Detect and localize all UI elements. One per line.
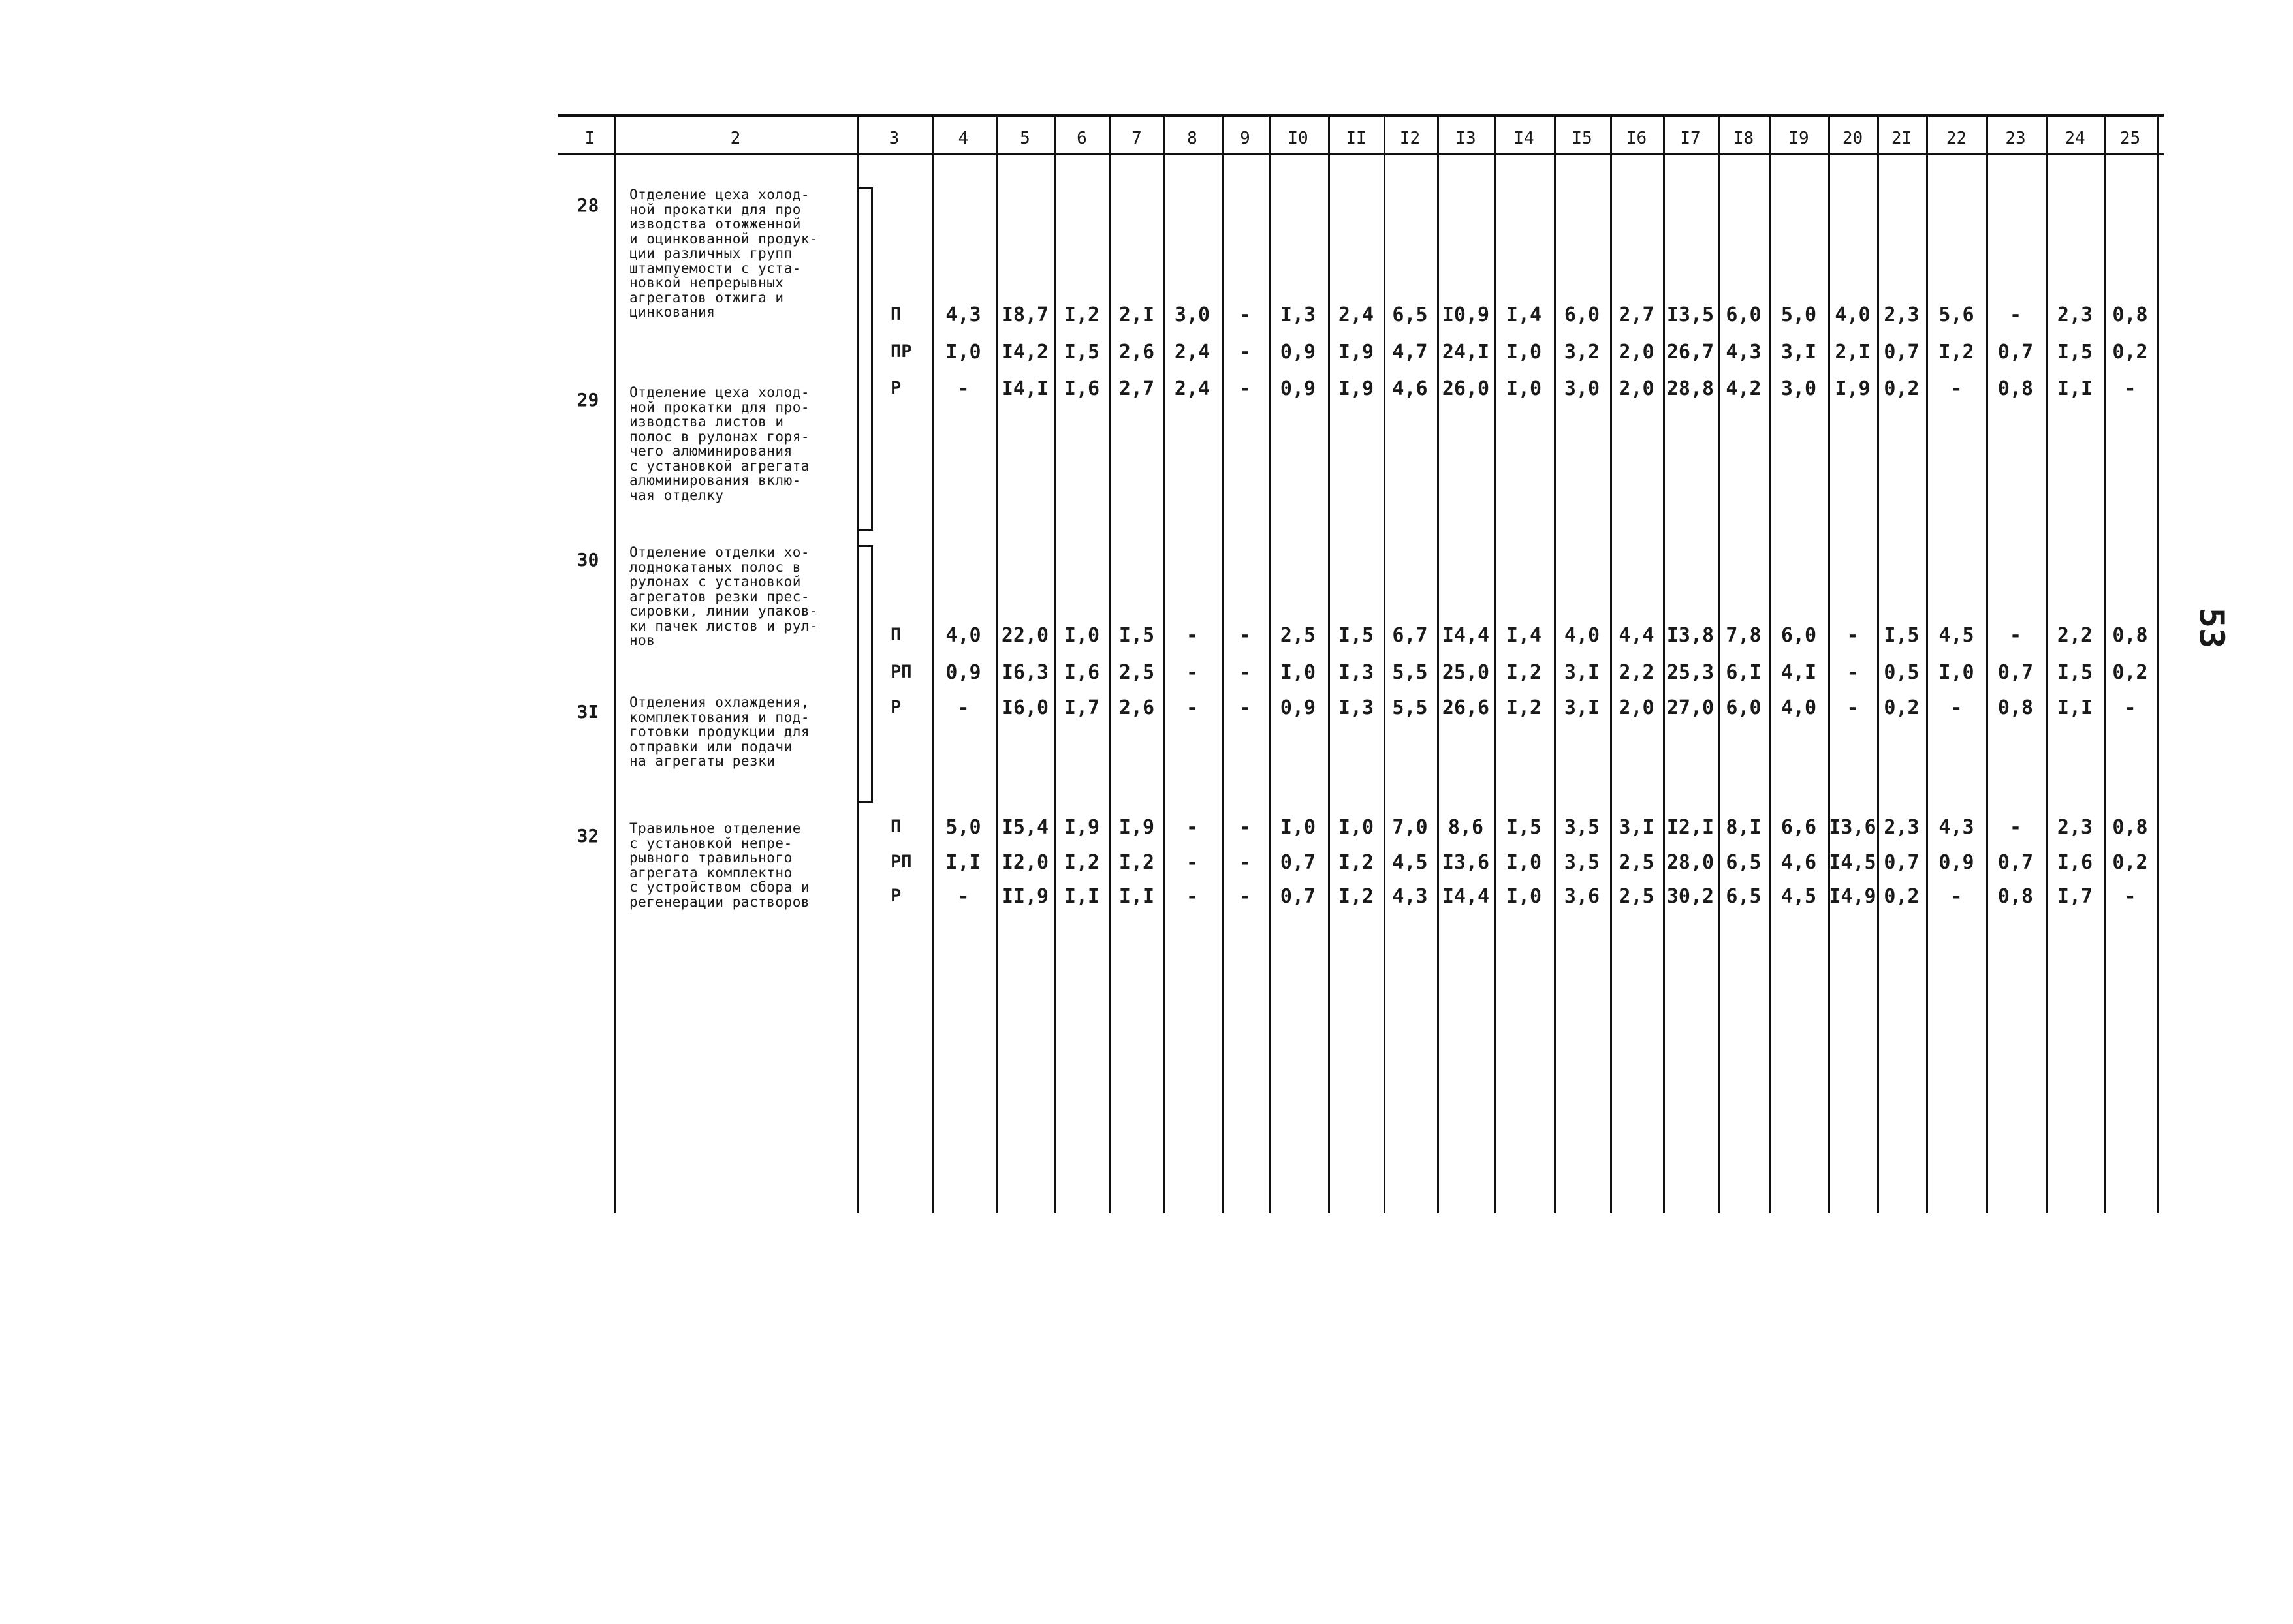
table-cell: 25,0 [1442,661,1490,684]
table-cell: 30,2 [1666,885,1715,908]
table-cell: 4,5 [1938,624,1974,647]
table-cell: I2,I [1666,816,1715,839]
table-cell: 0,5 [1884,661,1920,684]
row-number: 3I [577,701,599,723]
table-cell: 4,3 [945,304,981,326]
table-cell: 2,3 [2057,816,2093,839]
table-cell: 4,2 [1726,377,1762,400]
column-header: I9 [1788,129,1809,148]
table-cell: I2,0 [1001,851,1049,874]
table-cell: I3,6 [1829,816,1876,839]
table-cell: 2,3 [2057,304,2093,326]
table-cell: I0,9 [1442,304,1490,326]
column-header: 22 [1946,129,1967,148]
table-cell: 0,7 [1997,851,2034,874]
table-cell: 26,7 [1666,341,1715,364]
table-cell: I,2 [1064,304,1100,326]
table-cell: I,2 [1938,341,1974,364]
row-code: РП [891,852,912,872]
table-cell: 6,I [1726,661,1762,684]
table-cell: 0,9 [1280,696,1316,719]
table-top-rule [558,114,2164,117]
table-cell: 0,8 [2112,304,2148,326]
table-cell: 0,9 [1280,377,1316,400]
table-cell: - [957,696,970,719]
table-cell: 2,I [1835,341,1871,364]
table-cell: 6,0 [1726,304,1762,326]
table-cell: I6,0 [1001,696,1049,719]
table-cell: 25,3 [1666,661,1715,684]
table-cell: 3,I [1780,341,1817,364]
table-cell: 2,7 [1619,304,1654,326]
table-cell: - [1239,377,1252,400]
table-cell: I,0 [1506,851,1542,874]
table-cell: 6,0 [1780,624,1817,647]
table-cell: 4,5 [1780,885,1817,908]
column-header: I8 [1733,129,1754,148]
table-cell: 0,2 [2112,341,2148,364]
table-cell: 5,5 [1392,696,1428,719]
table-cell: I,I [1118,885,1155,908]
table-cell: - [1186,696,1199,719]
table-cell: 3,5 [1564,851,1600,874]
table-cell: I3,6 [1442,851,1490,874]
table-cell: 6,0 [1564,304,1600,326]
table-cell: I3,5 [1666,304,1715,326]
table-cell: 0,8 [1997,696,2034,719]
table-cell: - [2009,624,2022,647]
row-code: П [891,817,902,837]
group-brace [859,187,873,531]
table-cell: I,6 [1064,377,1100,400]
table-cell: I,0 [1506,341,1542,364]
table-cell: - [1950,885,1963,908]
table-cell: 0,9 [1938,851,1974,874]
table-cell: 3,I [1619,816,1654,839]
table-cell: - [1950,696,1963,719]
table-cell: I,4 [1506,624,1542,647]
table-cell: 0,7 [1997,661,2034,684]
column-header: 8 [1187,129,1197,148]
table-cell: 8,I [1726,816,1762,839]
column-header: I [584,129,595,148]
table-cell: I,3 [1280,304,1316,326]
table-cell: - [957,885,970,908]
table-cell: - [1186,885,1199,908]
column-header: 6 [1077,129,1087,148]
table-cell: 2,5 [1619,851,1654,874]
table-cell: I,2 [1338,885,1374,908]
column-rule [2157,114,2159,1213]
row-code: П [891,625,902,645]
table-cell: I,2 [1064,851,1100,874]
table-cell: - [2124,377,2136,400]
table-cell: 2,6 [1118,341,1155,364]
table-cell: I4,5 [1829,851,1876,874]
table-cell: 2,2 [1619,661,1654,684]
column-header: I5 [1572,129,1592,148]
table-cell: - [1186,851,1199,874]
table-cell: I,0 [1938,661,1974,684]
table-cell: 0,2 [2112,661,2148,684]
table-cell: I,0 [1280,816,1316,839]
table-cell: - [1239,624,1252,647]
table-cell: 2,3 [1884,816,1920,839]
table-cell: 7,8 [1726,624,1762,647]
table-cell: 0,7 [1997,341,2034,364]
table-cell: I,9 [1118,816,1155,839]
table-cell: I,0 [1280,661,1316,684]
table-cell: I,2 [1506,696,1542,719]
table-cell: 4,0 [1780,696,1817,719]
table-cell: I,5 [1338,624,1374,647]
table-cell: I,9 [1835,377,1871,400]
table-cell: I4,4 [1442,624,1490,647]
table-cell: 4,I [1780,661,1817,684]
row-number: 29 [577,389,599,411]
table-cell: 2,0 [1619,341,1654,364]
table-cell: 0,8 [1997,377,2034,400]
table-cell: - [2009,304,2022,326]
column-header: 5 [1020,129,1030,148]
row-number: 28 [577,195,599,216]
table-cell: I,7 [1064,696,1100,719]
table-cell: I,0 [1338,816,1374,839]
table-cell: - [1950,377,1963,400]
table-cell: 0,9 [945,661,981,684]
table-cell: I,5 [1506,816,1542,839]
table-cell: - [957,377,970,400]
column-header: 2I [1891,129,1912,148]
table-cell: I,9 [1064,816,1100,839]
table-cell: 2,0 [1619,696,1654,719]
table-cell: 6,5 [1726,851,1762,874]
table-cell: 4,0 [1564,624,1600,647]
row-code: ПР [891,341,912,362]
table-cell: - [1186,624,1199,647]
table-cell: I,5 [2057,341,2093,364]
row-code: Р [891,697,902,717]
table-cell: 3,0 [1564,377,1600,400]
table-cell: - [1239,696,1252,719]
table-cell: I,0 [1064,624,1100,647]
row-description: Отделение цеха холод- ной прокатки для про- изводства листов и полос в рулонах горя- чего алюминирования с установкой агрегата алюминирования вклю- чая отделку [629,384,810,503]
table-cell: I,3 [1338,661,1374,684]
column-header: 20 [1842,129,1863,148]
table-cell: I,0 [945,341,981,364]
column-header: 3 [889,129,900,148]
table-cell: - [1846,696,1859,719]
table-cell: 3,0 [1174,304,1210,326]
table-cell: 3,6 [1564,885,1600,908]
table-cell: - [2124,885,2136,908]
table-cell: 3,2 [1564,341,1600,364]
table-cell: 4,5 [1392,851,1428,874]
column-rule [614,114,616,1213]
table-cell: I,5 [1884,624,1920,647]
table-cell: 2,4 [1338,304,1374,326]
table-cell: 2,5 [1280,624,1316,647]
table-cell: I,4 [1506,304,1542,326]
table-cell: I,I [945,851,981,874]
table-cell: 4,7 [1392,341,1428,364]
table-cell: 3,5 [1564,816,1600,839]
table-cell: - [1239,816,1252,839]
table-cell: 0,7 [1280,885,1316,908]
table-cell: 3,I [1564,661,1600,684]
table-cell: - [1239,885,1252,908]
table-cell: 5,6 [1938,304,1974,326]
table-cell: I,I [1064,885,1100,908]
table-cell: 7,0 [1392,816,1428,839]
table-cell: 24,I [1442,341,1490,364]
table-cell: 2,2 [2057,624,2093,647]
group-brace [859,545,873,803]
table-cell: I,3 [1338,696,1374,719]
column-header: I6 [1626,129,1647,148]
column-header: 23 [2005,129,2026,148]
table-cell: I,6 [2057,851,2093,874]
table-cell: 5,0 [1780,304,1817,326]
table-cell: I6,3 [1001,661,1049,684]
row-code: П [891,304,902,324]
table-cell: 4,0 [945,624,981,647]
page-number: 53 [2191,607,2231,649]
table-cell: 0,2 [1884,696,1920,719]
table-cell: 6,0 [1726,696,1762,719]
table-cell: 2,I [1118,304,1155,326]
table-cell: I,5 [1118,624,1155,647]
table-cell: I,6 [1064,661,1100,684]
table-cell: 2,5 [1619,885,1654,908]
column-rule [857,114,859,1213]
table-cell: I,I [2057,377,2093,400]
table-cell: 26,6 [1442,696,1490,719]
table-cell: - [2124,696,2136,719]
table-cell: 0,8 [2112,816,2148,839]
table-cell: - [1186,816,1199,839]
column-header: I2 [1399,129,1421,148]
table-cell: 2,4 [1174,341,1210,364]
table-cell: - [1186,661,1199,684]
column-header: 9 [1240,129,1250,148]
table-cell: 0,7 [1884,851,1920,874]
table-cell: 6,5 [1392,304,1428,326]
table-cell: I4,I [1001,377,1049,400]
table-cell: - [1239,661,1252,684]
table-cell: 28,8 [1666,377,1715,400]
row-code: РП [891,662,912,682]
table-cell: 5,0 [945,816,981,839]
table-cell: 28,0 [1666,851,1715,874]
table-cell: I,5 [2057,661,2093,684]
table-cell: 26,0 [1442,377,1490,400]
row-code: Р [891,378,902,398]
table-cell: 2,4 [1174,377,1210,400]
table-cell: 4,4 [1619,624,1654,647]
table-cell: I,2 [1506,661,1542,684]
table-cell: 2,6 [1118,696,1155,719]
column-header: I7 [1680,129,1701,148]
table-cell: - [1239,304,1252,326]
row-description: Травильное отделение с установкой непре- рывного травильного агрегата комплектно с устройством сбора и регенерации растворов [629,820,810,910]
table-cell: 27,0 [1666,696,1715,719]
row-description: Отделение отделки хо- лоднокатаных полос в рулонах с установкой агрегатов резки прес- сировки, линии упаков- ки пачек листов и рул- нов [629,544,819,648]
table-cell: - [1239,341,1252,364]
table-cell: 0,7 [1884,341,1920,364]
table-cell: 3,I [1564,696,1600,719]
table-cell: 22,0 [1001,624,1049,647]
table-cell: 0,2 [2112,851,2148,874]
table-cell: 4,3 [1938,816,1974,839]
table-cell: I,2 [1338,851,1374,874]
table-cell: 4,0 [1835,304,1871,326]
table-cell: 8,6 [1447,816,1484,839]
row-number: 32 [577,825,599,847]
column-header: 4 [958,129,969,148]
table-cell: I,I [2057,696,2093,719]
table-cell: 2,3 [1884,304,1920,326]
table-cell: 0,9 [1280,341,1316,364]
table-cell: 4,6 [1392,377,1428,400]
table-cell: 4,6 [1780,851,1817,874]
column-header: 25 [2119,129,2141,148]
table-cell: I,0 [1506,377,1542,400]
table-cell: 2,7 [1118,377,1155,400]
table-cell: 0,2 [1884,885,1920,908]
table-cell: 4,3 [1392,885,1428,908]
header-bottom-rule [558,153,2164,155]
table-cell: I8,7 [1001,304,1049,326]
table-cell: 6,7 [1392,624,1428,647]
table-cell: - [2009,816,2022,839]
column-header: I0 [1288,129,1308,148]
table-cell: 5,5 [1392,661,1428,684]
table-cell: I4,4 [1442,885,1490,908]
table-cell: I,5 [1064,341,1100,364]
table-cell: I4,2 [1001,341,1049,364]
table-cell: I,9 [1338,377,1374,400]
column-header: 24 [2064,129,2085,148]
row-number: 30 [577,549,599,570]
table-cell: - [1846,661,1859,684]
column-header: II [1346,129,1367,148]
table-cell: 6,6 [1780,816,1817,839]
table-cell: 4,3 [1726,341,1762,364]
table-cell: 2,5 [1118,661,1155,684]
table-cell: II,9 [1001,885,1049,908]
table-cell: I3,8 [1666,624,1715,647]
column-header: I4 [1513,129,1534,148]
table-cell: 2,0 [1619,377,1654,400]
table-cell: I,2 [1118,851,1155,874]
row-description: Отделение цеха холод- ной прокатки для про изводства отожженной и оцинкованной продук- ции различных групп штампуемости с уста- новкой непрерывных агрегатов отжига и цинкования [629,187,819,320]
table-cell: - [1846,624,1859,647]
table-cell: 3,0 [1780,377,1817,400]
column-header: I3 [1455,129,1476,148]
column-header: 7 [1131,129,1142,148]
table-cell: 0,8 [1997,885,2034,908]
table-cell: 0,8 [2112,624,2148,647]
row-description: Отделения охлаждения, комплектования и под- готовки продукции для отправки или подачи на агрегаты резки [629,695,810,769]
table-cell: I,9 [1338,341,1374,364]
table-cell: I5,4 [1001,816,1049,839]
column-header: 2 [730,129,741,148]
table-cell: 0,2 [1884,377,1920,400]
table-cell: I,0 [1506,885,1542,908]
table-cell: 0,7 [1280,851,1316,874]
table-cell: 6,5 [1726,885,1762,908]
table-cell: I4,9 [1829,885,1876,908]
row-code: Р [891,886,902,906]
table-cell: I,7 [2057,885,2093,908]
table-cell: - [1239,851,1252,874]
